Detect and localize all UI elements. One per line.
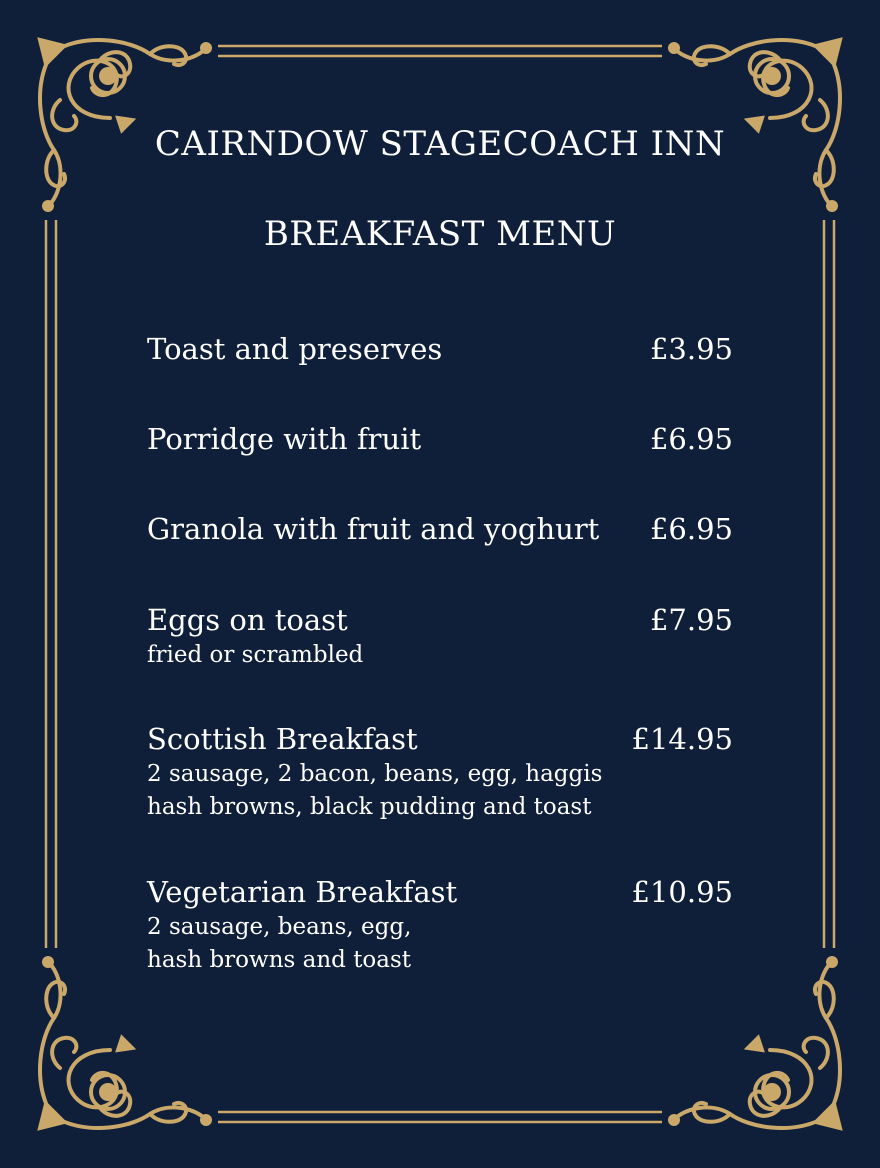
menu-item-price: £14.95: [631, 722, 733, 756]
menu-item-name: Granola with fruit and yoghurt: [147, 512, 600, 546]
menu-item-price: £3.95: [649, 332, 733, 366]
menu-item: [147, 422, 733, 456]
menu-item: [147, 875, 733, 977]
menu-item-price: £6.95: [649, 422, 733, 456]
menu-title-heading: BREAKFAST MENU: [263, 214, 617, 254]
menu-item-name: Vegetarian Breakfast: [147, 875, 458, 909]
menu-item-price: £10.95: [631, 875, 733, 909]
menu-item-description: 2 sausage, 2 bacon, beans, egg, haggis: [147, 761, 603, 787]
menu-item-description: 2 sausage, beans, egg,: [147, 914, 412, 940]
menu-item-price: £6.95: [649, 512, 733, 546]
menu-item-name: Porridge with fruit: [147, 422, 422, 456]
menu-item-description: fried or scrambled: [147, 642, 364, 668]
menu-item: [147, 512, 733, 546]
menu-item: [147, 722, 733, 824]
menu-item-name: Scottish Breakfast: [147, 722, 418, 756]
menu-item-description: hash browns, black pudding and toast: [147, 794, 592, 820]
menu-item-price: £7.95: [649, 603, 733, 637]
inn-name-heading: CAIRNDOW STAGECOACH INN: [154, 124, 726, 164]
menu-item: [147, 603, 733, 672]
menu-item-description: hash browns and toast: [147, 947, 412, 973]
menu-item-name: Eggs on toast: [147, 603, 348, 637]
menu-item-name: Toast and preserves: [147, 332, 443, 366]
menu-item: [147, 332, 733, 366]
